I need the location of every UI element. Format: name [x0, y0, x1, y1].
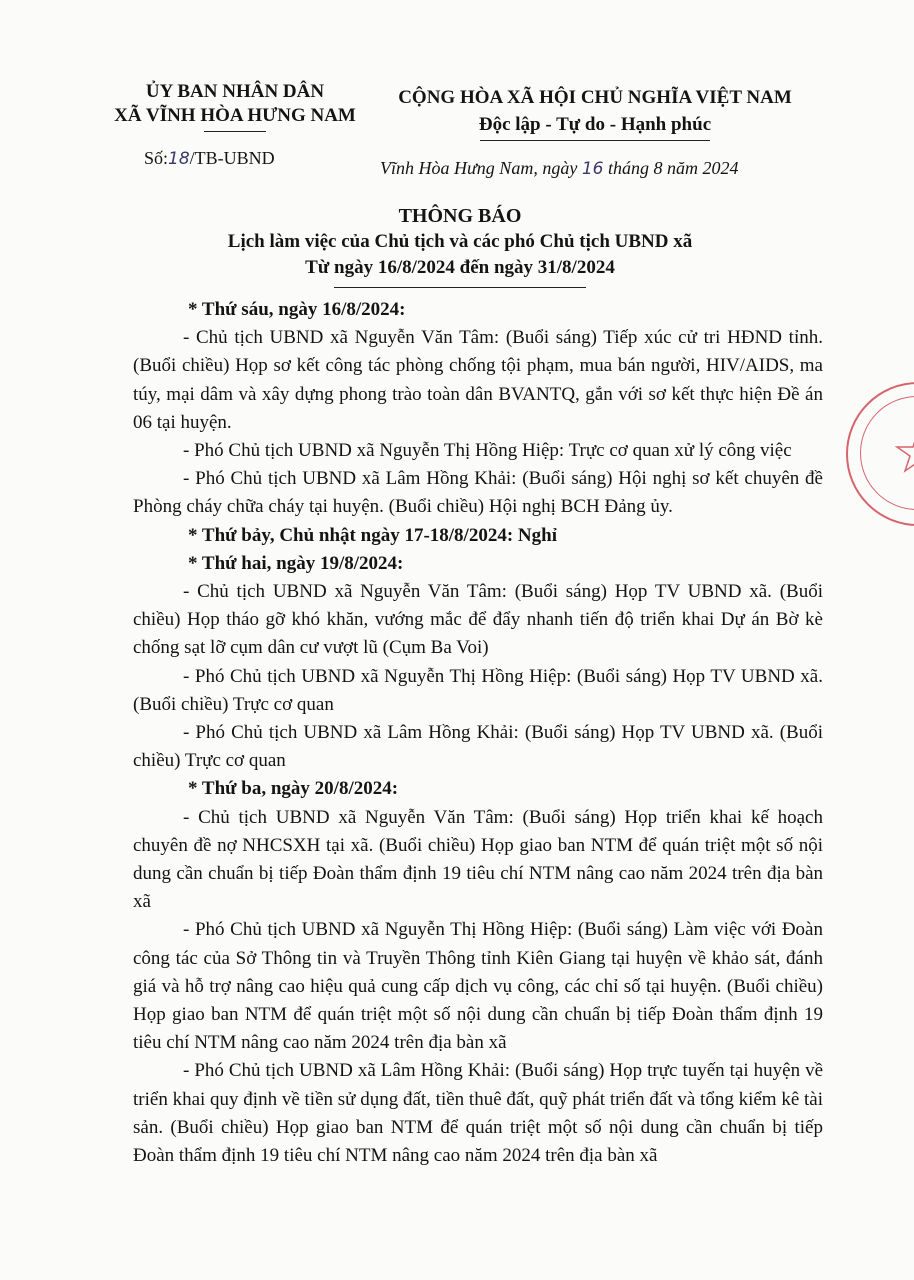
- date-prefix: Vĩnh Hòa Hưng Nam, ngày: [380, 158, 578, 178]
- schedule-item: - Phó Chủ tịch UBND xã Lâm Hồng Khải: (Buổi sáng) Hội nghị sơ kết chuyên đề Phòng cháy chữa cháy tại huyện. (Buổi chiều) Hội nghị BCH Đảng ủy.: [133, 468, 823, 518]
- motto-underline: [480, 140, 710, 141]
- day-heading: * Thứ ba, ngày 20/8/2024:: [188, 778, 399, 800]
- schedule-item: - Phó Chủ tịch UBND xã Lâm Hồng Khải: (Buổi sáng) Họp TV UBND xã. (Buổi chiều) Trực cơ quan: [133, 722, 823, 772]
- schedule-item: - Chủ tịch UBND xã Nguyễn Văn Tâm: (Buổi sáng) Tiếp xúc cử tri HĐND tỉnh. (Buổi chiều) Họp sơ kết công tác phòng chống tội phạm, mua bán người, HIV/AIDS, ma túy, mại dâm và xây dựng phong trào toàn dân BVANTQ, gắn với sơ kết thực hiện Đề án 06 tại huyện.: [133, 327, 823, 433]
- schedule-item: - Chủ tịch UBND xã Nguyễn Văn Tâm: (Buổi sáng) Họp TV UBND xã. (Buổi chiều) Họp tháo gỡ khó khăn, vướng mắc để đẩy nhanh tiến độ triển khai Dự án Bờ kè chống sạt lỡ cụm dân cư vượt lũ (Cụm Ba Voi): [133, 581, 823, 659]
- doc-type: THÔNG BÁO: [398, 205, 522, 227]
- day-heading: * Thứ hai, ngày 19/8/2024:: [188, 552, 404, 574]
- so-prefix: Số:: [144, 148, 169, 168]
- subtitle-2: Từ ngày 16/8/2024 đến ngày 31/8/2024: [305, 257, 615, 278]
- issuing-agency: [100, 80, 370, 132]
- agency-line-2: XÃ VĨNH HÒA HƯNG NAM: [114, 105, 356, 126]
- document-body: [133, 296, 823, 1170]
- schedule-item: - Phó Chủ tịch UBND xã Nguyễn Thị Hồng Hiệp: Trực cơ quan xử lý công việc: [183, 440, 792, 462]
- document-title: [100, 203, 820, 288]
- day-heading: * Thứ sáu, ngày 16/8/2024:: [188, 299, 406, 320]
- official-seal: [846, 382, 914, 526]
- nation-line-1: CỘNG HÒA XÃ HỘI CHỦ NGHĨA VIỆT NAM: [398, 87, 792, 108]
- schedule-item: - Phó Chủ tịch UBND xã Nguyễn Thị Hồng Hiệp: (Buổi sáng) Làm việc với Đoàn công tác của Sở Thông tin và Truyền Thông tỉnh Kiên Giang tại huyện về khảo sát, đánh giá và hỗ trợ nâng cao hiệu quả cung cấp dịch vụ công, các chỉ số tại huyện. (Buổi chiều) Họp giao ban NTM để quán triệt một số nội dung cần chuẩn bị tiếp Đoàn thẩm định 19 tiêu chí NTM nâng cao năm 2024 trên địa bàn xã: [133, 919, 823, 1054]
- place-date: [380, 158, 738, 179]
- so-number-handwritten: 18: [168, 149, 190, 169]
- agency-line-1: ỦY BAN NHÂN DÂN: [145, 81, 325, 102]
- subtitle-1: Lịch làm việc của Chủ tịch và các phó Chủ tịch UBND xã: [227, 231, 693, 252]
- document-number: [144, 148, 275, 169]
- seal-star-icon: [848, 384, 914, 524]
- agency-underline: [204, 131, 266, 132]
- so-suffix: /TB-UBND: [189, 148, 275, 168]
- schedule-item: - Chủ tịch UBND xã Nguyễn Văn Tâm: (Buổi sáng) Họp triển khai kế hoạch chuyên đề nợ NHCSXH tại xã. (Buổi chiều) Họp giao ban NTM để quán triệt một số nội dung cần chuẩn bị tiếp Đoàn thẩm định 19 tiêu chí NTM nâng cao năm 2024 trên địa bàn xã: [133, 806, 823, 913]
- schedule-item: - Phó Chủ tịch UBND xã Nguyễn Thị Hồng Hiệp: (Buổi sáng) Họp TV UBND xã. (Buổi chiều) Trực cơ quan: [133, 665, 823, 715]
- date-day-handwritten: 16: [581, 159, 604, 179]
- nation-line-2: Độc lập - Tự do - Hạnh phúc: [478, 114, 712, 135]
- national-motto: [370, 84, 820, 141]
- schedule-item: - Phó Chủ tịch UBND xã Lâm Hồng Khải: (Buổi sáng) Họp trực tuyến tại huyện về triển khai quy định về tiền sử dụng đất, tiền thuê đất, quỹ phát triển đất và tổng kiểm kê tài sản. (Buổi chiều) Họp giao ban NTM để quán triệt một số nội dung cần chuẩn bị tiếp Đoàn thẩm định 19 tiêu chí NTM nâng cao năm 2024 trên địa bàn xã: [133, 1060, 823, 1167]
- day-heading: * Thứ bảy, Chủ nhật ngày 17-18/8/2024: Nghỉ: [188, 524, 557, 546]
- date-suffix: tháng 8 năm 2024: [607, 158, 739, 178]
- title-underline: [334, 287, 586, 288]
